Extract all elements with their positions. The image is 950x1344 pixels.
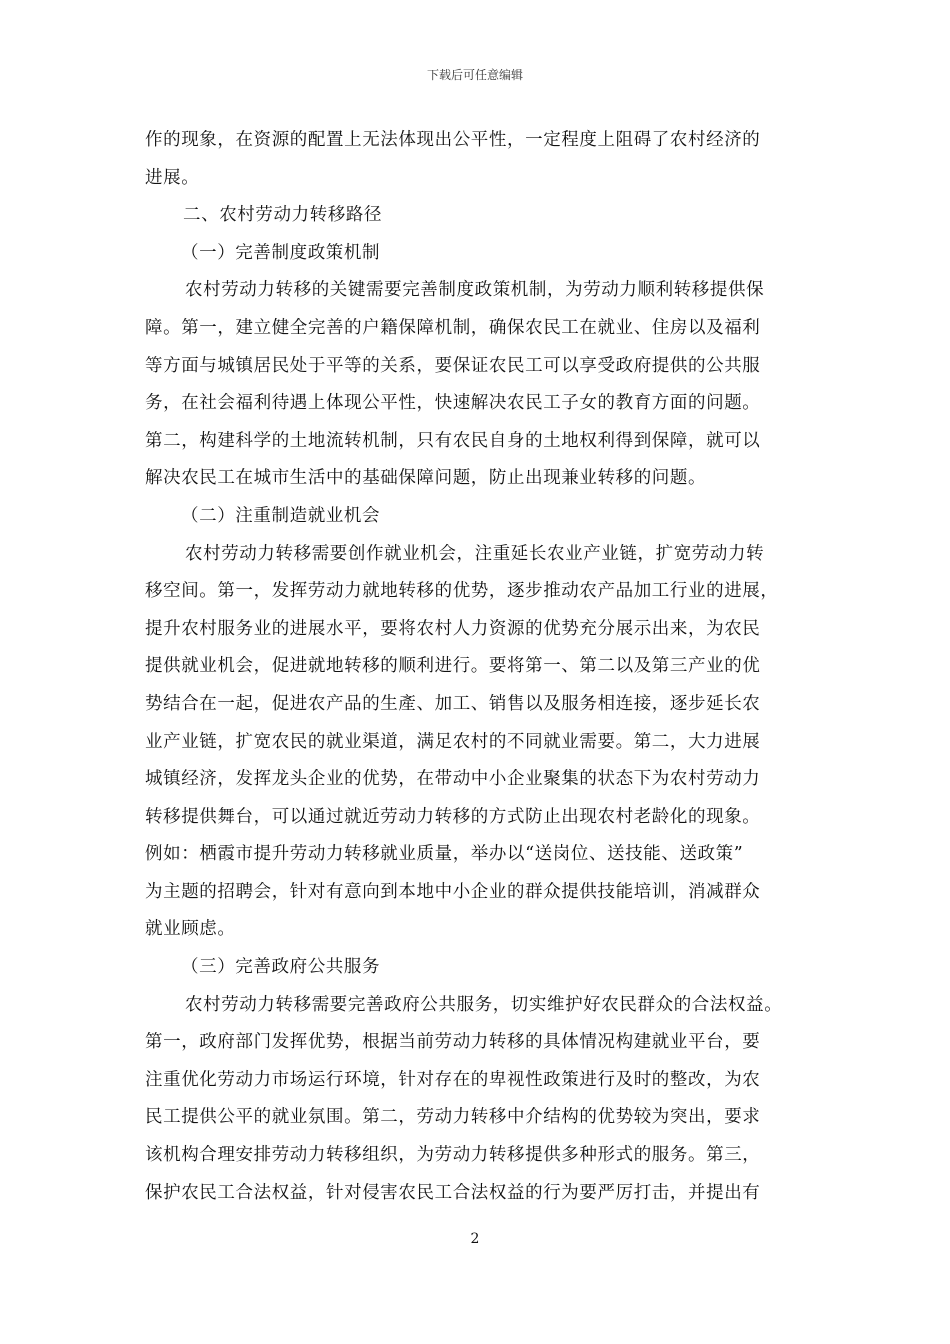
text-line: 农村劳动力转移的关键需要完善制度政策机制，为劳动力顺利转移提供保	[185, 280, 765, 301]
text-line: 提供就业机会，促进就地转移的顺利进行。要将第一、第二以及第三产业的优	[145, 656, 761, 677]
text-line: 第一，政府部门发挥优势，根据当前劳动力转移的具体情况构建就业平台，要	[145, 1032, 761, 1053]
text-line: 提升农村服务业的进展水平，要将农村人力资源的优势充分展示出来，为农民	[145, 618, 761, 639]
text-line: 农村劳动力转移需要完善政府公共服务，切实维护好农民群众的合法权益。	[185, 994, 783, 1015]
section-heading: 二、农村劳动力转移路径	[183, 205, 383, 226]
text-line: 例如：栖霞市提升劳动力转移就业质量，举办以“送岗位、送技能、送政策”	[145, 844, 744, 865]
text-line: 注重优化劳动力市场运行环境，针对存在的卑视性政策进行及时的整改，为农	[145, 1069, 761, 1090]
text-line: 解决农民工在城市生活中的基础保障问题，防止出现兼业转移的问题。	[145, 468, 707, 489]
text-line: 第二，构建科学的土地流转机制，只有农民自身的土地权利得到保障，就可以	[145, 430, 761, 451]
text-line: 障。第一，建立健全完善的户籍保障机制，确保农民工在就业、住房以及福利	[145, 317, 761, 338]
text-line: 移空间。第一，发挥劳动力就地转移的优势，逐步推动农产品加工行业的进展，	[145, 581, 779, 602]
page-number: 2	[470, 1231, 480, 1247]
text-line: 等方面与城镇居民处于平等的关系，要保证农民工可以享受政府提供的公共服	[145, 355, 761, 376]
page-header: 下载后可任意编辑	[426, 68, 523, 82]
subsection-heading: （一）完善制度政策机制	[181, 242, 381, 263]
text-line: 该机构合理安排劳动力转移组织，为劳动力转移提供多种形式的服务。第三，	[145, 1145, 761, 1166]
text-line: 业产业链，扩宽农民的就业渠道，满足农村的不同就业需要。第二，大力进展	[145, 731, 761, 752]
text-line: 民工提供公平的就业氛围。第二，劳动力转移中介结构的优势较为突出，要求	[145, 1107, 761, 1128]
subsection-heading: （三）完善政府公共服务	[181, 957, 381, 978]
text-line: 转移提供舞台，可以通过就近劳动力转移的方式防止出现农村老龄化的现象。	[145, 806, 761, 827]
text-line: 就业顾虑。	[145, 919, 236, 940]
text-line: 作的现象，在资源的配置上无法体现出公平性，一定程度上阻碍了农村经济的	[145, 130, 761, 150]
document-body	[145, 122, 805, 1212]
text-line: 农村劳动力转移需要创作就业机会，注重延长农业产业链，扩宽劳动力转	[185, 543, 765, 564]
text-line: 务，在社会福利待遇上体现公平性，快速解决农民工子女的教育方面的问题。	[145, 393, 761, 414]
subsection-heading: （二）注重制造就业机会	[181, 505, 381, 526]
text-line: 城镇经济，发挥龙头企业的优势，在带动中小企业聚集的状态下为农村劳动力	[145, 769, 761, 790]
text-line: 进展。	[145, 167, 200, 188]
text-line: 保护农民工合法权益，针对侵害农民工合法权益的行为要严厉打击，并提出有	[145, 1182, 761, 1203]
text-line: 势结合在一起，促进农产品的生產、加工、销售以及服务相连接，逐步延长农	[145, 693, 761, 714]
text-line: 为主题的招聘会，针对有意向到本地中小企业的群众提供技能培训，消减群众	[145, 881, 761, 902]
